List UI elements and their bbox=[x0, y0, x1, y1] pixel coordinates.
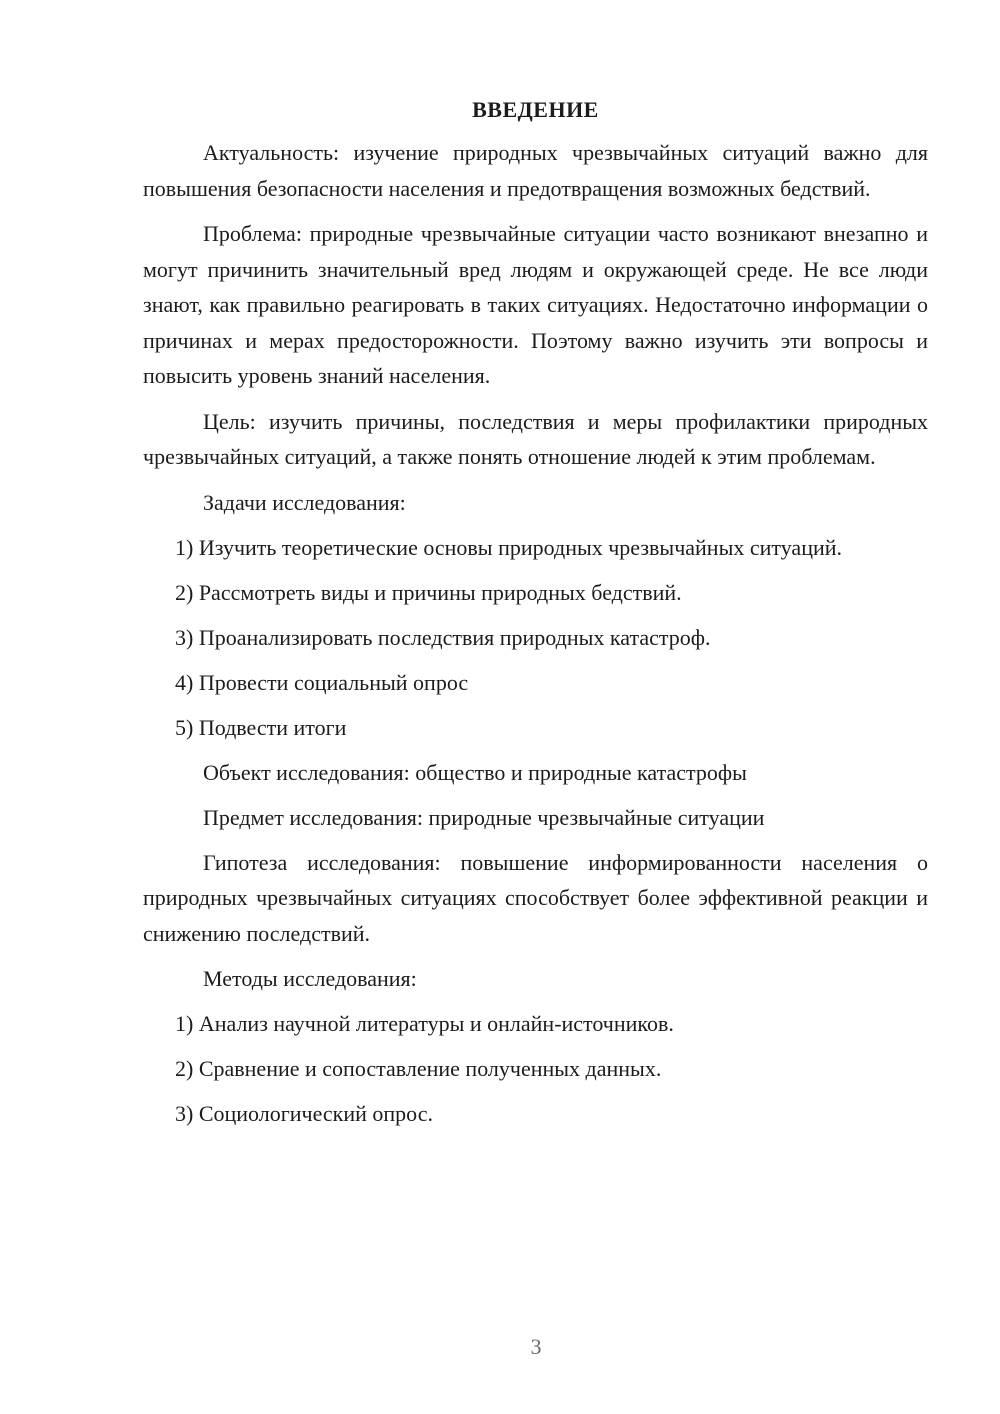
tasks-heading: Задачи исследования: bbox=[203, 489, 406, 515]
task-item: 4) Провести социальный опрос bbox=[175, 669, 469, 695]
subject-line: Предмет исследования: природные чрезвычайные ситуации bbox=[203, 804, 765, 830]
object-line: Объект исследования: общество и природные катастрофы bbox=[203, 759, 747, 785]
relevance-paragraph: Актуальность: изучение природных чрезвычайных ситуаций важно для повышения безопасности населения и предотвращения возможных бедствий. bbox=[143, 140, 928, 201]
goal-paragraph: Цель: изучить причины, последствия и меры профилактики природных чрезвычайных ситуаций, а также понять отношение людей к этим проблемам. bbox=[143, 408, 928, 469]
method-item: 2) Сравнение и сопоставление полученных данных. bbox=[175, 1056, 662, 1081]
task-item: 3) Проанализировать последствия природных катастроф. bbox=[175, 624, 711, 650]
task-item: 5) Подвести итоги bbox=[175, 714, 347, 740]
section-title: ВВЕДЕНИЕ bbox=[472, 97, 599, 122]
method-item: 1) Анализ научной литературы и онлайн-источников. bbox=[175, 1011, 674, 1036]
hypothesis-paragraph: Гипотеза исследования: повышение информированности населения о природных чрезвычайных ситуациях способствует более эффективной реакции и снижению последствий. bbox=[143, 849, 928, 946]
page-number: 3 bbox=[530, 1334, 542, 1359]
page-content bbox=[143, 93, 928, 1141]
task-item: 2) Рассмотреть виды и причины природных бедствий. bbox=[175, 579, 682, 605]
method-item: 3) Социологический опрос. bbox=[175, 1101, 433, 1126]
methods-heading: Методы исследования: bbox=[203, 966, 417, 991]
problem-paragraph: Проблема: природные чрезвычайные ситуации часто возникают внезапно и могут причинить значительный вред людям и окружающей среде. Не все люди знают, как правильно реагировать в таких ситуациях. Недостаточно информации о причинах и мерах предосторожности. Поэтому важно изучить эти вопросы и повысить уровень знаний населения. bbox=[143, 221, 928, 388]
task-item: 1) Изучить теоретические основы природных чрезвычайных ситуаций. bbox=[175, 534, 843, 560]
